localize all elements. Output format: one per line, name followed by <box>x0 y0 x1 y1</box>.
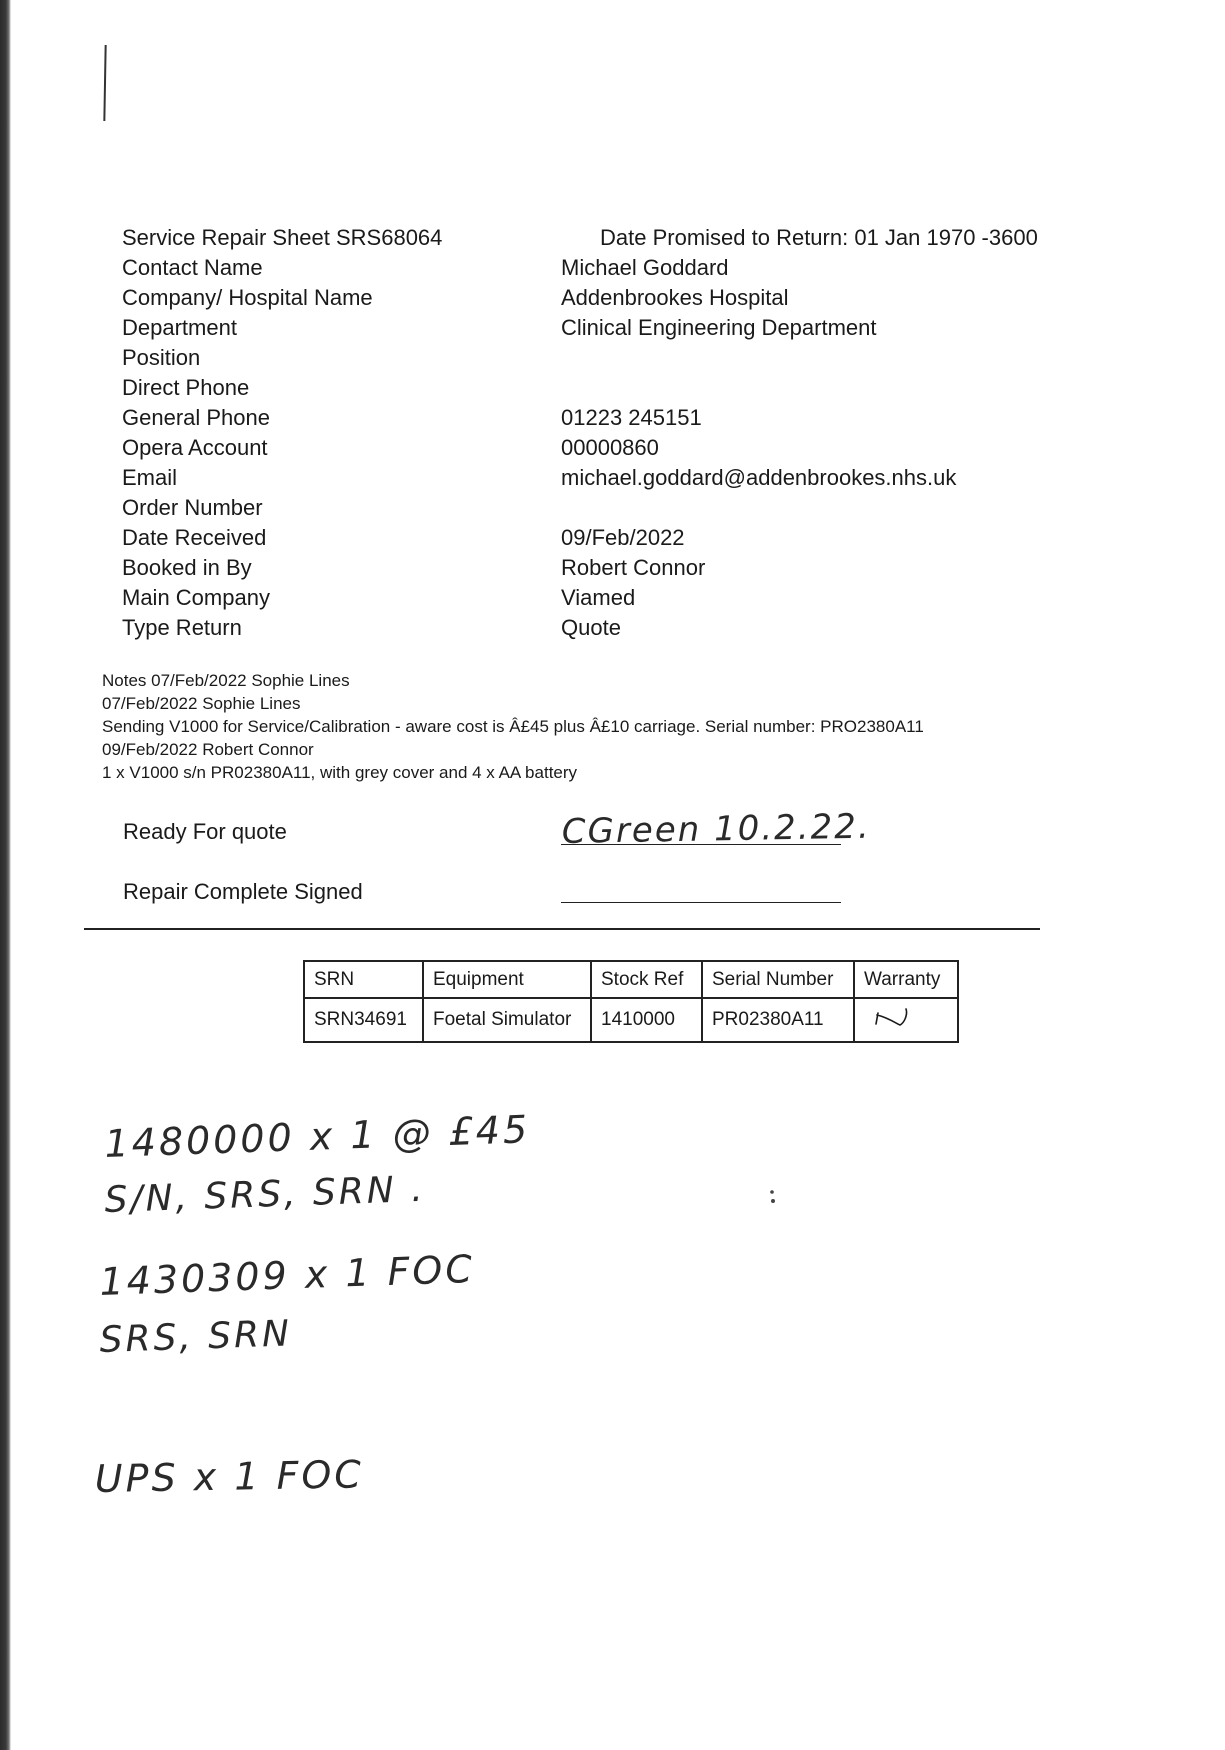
field-label: Type Return <box>122 615 242 640</box>
field-label: Company/ Hospital Name <box>122 285 373 310</box>
field-label: Booked in By <box>122 555 252 580</box>
date-promised: Date Promised to Return: 01 Jan 1970 -3600 <box>600 225 1038 250</box>
field-value: Michael Goddard <box>561 255 729 280</box>
field-value: Robert Connor <box>561 555 706 580</box>
table-cell: Foetal Simulator <box>423 998 591 1042</box>
table-cell: 1410000 <box>591 998 702 1042</box>
sheet-title: Service Repair Sheet SRS68064 <box>122 225 443 250</box>
field-label: General Phone <box>122 405 270 430</box>
field-value: 00000860 <box>561 435 659 460</box>
column-header: Stock Ref <box>591 961 702 998</box>
field-value: Viamed <box>561 585 636 610</box>
stray-marks <box>770 1190 775 1203</box>
column-header: Serial Number <box>702 961 854 998</box>
field-value: Quote <box>561 615 621 640</box>
field-value: Clinical Engineering Department <box>561 315 877 340</box>
column-header: Warranty <box>854 961 958 998</box>
field-label: Department <box>122 315 237 340</box>
field-label: Date Received <box>122 525 267 550</box>
column-header: SRN <box>304 961 423 998</box>
stray-dot <box>770 1190 774 1194</box>
table-cell: SRN34691 <box>304 998 423 1042</box>
handwritten-line: 1430309 x 1 FOC <box>98 1246 476 1304</box>
field-value: Addenbrookes Hospital <box>561 285 789 310</box>
field-label: Contact Name <box>122 255 263 280</box>
handwritten-line: SRS, SRN <box>98 1313 293 1361</box>
field-value: 01223 245151 <box>561 405 702 430</box>
ready-signature: CGreen 10.2.22. <box>561 806 871 852</box>
field-value: michael.goddard@addenbrookes.nhs.uk <box>561 465 957 490</box>
stray-dot <box>771 1199 775 1203</box>
field-label: Direct Phone <box>122 375 250 400</box>
field-label: Main Company <box>122 585 270 610</box>
notes-line: 1 x V1000 s/n PR02380A11, with grey cover and 4 x AA battery <box>102 763 578 782</box>
handwritten-line: 1480000 x 1 @ £45 <box>103 1107 531 1166</box>
notes-line: Sending V1000 for Service/Calibration - aware cost is Â£45 plus Â£10 carriage. Serial number: PRO2380A11 <box>102 717 924 736</box>
column-header: Equipment <box>423 961 591 998</box>
repair-complete-label: Repair Complete Signed <box>123 879 363 904</box>
notes-line: 07/Feb/2022 Sophie Lines <box>102 694 301 713</box>
field-label: Opera Account <box>122 435 268 460</box>
field-label: Position <box>122 345 201 370</box>
field-label: Email <box>122 465 178 490</box>
handwritten-line: S/N, SRS, SRN . <box>103 1168 427 1221</box>
notes-line: Notes 07/Feb/2022 Sophie Lines <box>102 671 350 690</box>
table-cell: PR02380A11 <box>702 998 854 1042</box>
notes-line: 09/Feb/2022 Robert Connor <box>102 740 314 759</box>
ready-label: Ready For quote <box>123 819 287 844</box>
field-value: 09/Feb/2022 <box>561 525 685 550</box>
handwritten-line: UPS x 1 FOC <box>94 1452 365 1501</box>
field-label: Order Number <box>122 495 263 520</box>
